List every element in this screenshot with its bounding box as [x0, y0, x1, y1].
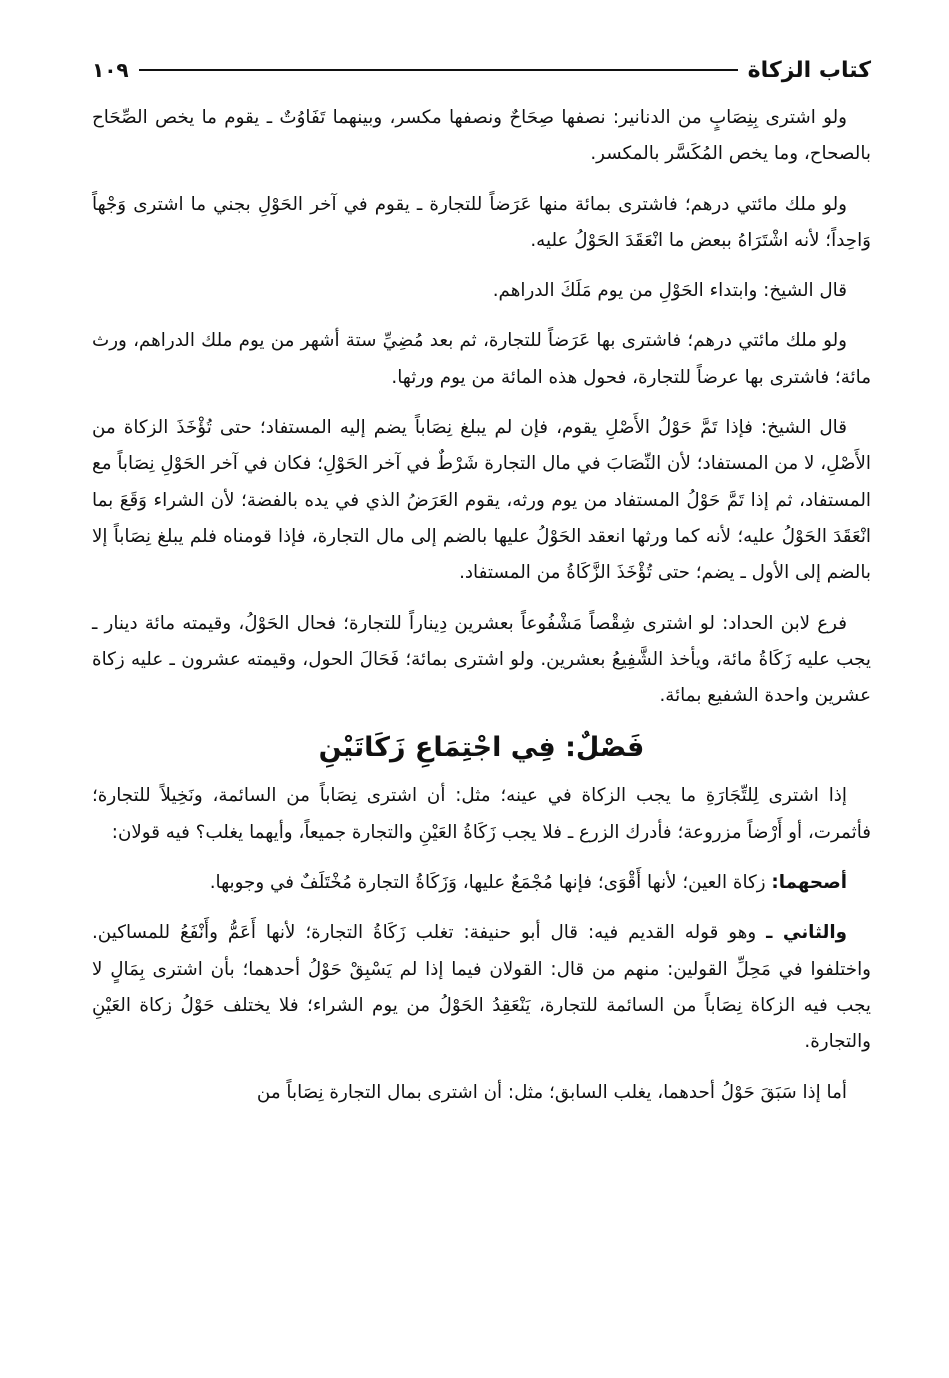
section-paragraph	[92, 778, 871, 851]
paragraph: ولو ملك مائتي درهم؛ فاشترى بمائة منها عَرَضاً للتجارة ـ يقوم في آخر الحَوْلِ بجني ما اشترى وَجْهاً وَاحِداً؛ لأنه اشْتَرَاهُ ببعض ما انْعَقَدَ الحَوْلُ عليه.	[92, 193, 871, 251]
paragraph-text: إذا اشترى لِلتِّجَارَةِ ما يجب الزكاة في عينه؛ مثل: أن اشترى نِصَاباً من السائمة، ونَخِيلاً للتجارة؛ فأثمرت، أو أَرْضاً مزروعة؛ فأدرك الزرع ـ فلا يجب زَكَاةُ العَيْنِ والتجارة جميعاً، وأيهما يغلب؟ فيه قولان:	[92, 785, 871, 843]
paragraph-lead: أصحهما:	[771, 872, 847, 894]
paragraph: قال الشيخ: فإذا تَمَّ حَوْلُ الأَصْلِ يقوم، فإن لم يبلغ نِصَاباً يضم إليه المستفاد؛ حتى تُؤْخَذَ الزكاة من الأَصْلِ، لا من المستفاد؛ لأن النِّصَابَ في مال التجارة شَرْطٌ في آخر الحَوْلِ؛ فكان في آخر الحَوْلِ نِصَاباً مع المستفاد، ثم إذا تَمَّ حَوْلُ المستفاد من يوم ورثه، يقوم العَرَضُ الذي في يده بالفضة؛ لأن الشراء وَقَعَ بما انْعَقَدَ الحَوْلُ عليه؛ لأنه كما ورثها انعقد الحَوْلُ عليها بالضم إلى مال التجارة، فإذا قومناه فلم يبلغ نِصَاباً إلا بالضم إلى الأول ـ يضم؛ حتى تُؤْخَذَ الزَّكَاةُ من المستفاد.	[92, 417, 871, 584]
paragraph: فرع لابن الحداد: لو اشترى شِقْصاً مَشْفُوعاً بعشرين دِيناراً للتجارة؛ فحال الحَوْلُ، وقيمته مائة دينار ـ يجب عليه زَكَاةُ مائة، ويأخذ الشَّفِيعُ بعشرين. ولو اشترى بمائة؛ فَحَالَ الحول، وقيمته عشرون ـ عليه زكاة عشرين واحدة الشفيع بمائة.	[92, 612, 871, 707]
paragraph: ولو اشترى بِنِصَابٍ من الدنانير: نصفها صِحَاحٌ ونصفها مكسر، وبينهما تَفَاوُتٌ ـ يقوم ما يخص الصِّحَاح بالصحاح، وما يخص المُكَسَّر بالمكسر.	[92, 107, 871, 165]
paragraph: ولو ملك مائتي درهم؛ فاشترى بها عَرَضاً للتجارة، ثم بعد مُضِيِّ ستة أشهر من يوم ملك الدراهم، ورث مائة؛ فاشترى بها عرضاً للتجارة، فحول هذه المائة من يوم ورثها.	[92, 330, 871, 388]
paragraph-text: زكاة العين؛ لأنها أَقْوَى؛ فإنها مُجْمَعٌ عليها، وَزَكَاةُ التجارة مُخْتَلَفٌ في وجوبها.	[209, 872, 772, 894]
running-header	[92, 52, 871, 88]
section-paragraph	[92, 1075, 871, 1111]
header-rule	[139, 69, 738, 71]
paragraph-text: وهو قوله القديم فيه: قال أبو حنيفة: تغلب زَكَاةُ التجارة؛ لأنها أَعَمُّ وأَنْفَعُ للمساكين. واختلفوا في مَحِلِّ القولين: منهم من قال: القولان فيما إذا لم يَسْبِقْ حَوْلُ أحدهما؛ بأن اشترى بِمَالٍ لا يجب فيه الزكاة نِصَاباً من السائمة للتجارة، يَنْعَقِدُ الحَوْلُ من يوم الشراء؛ فلا يختلف حَوْلُ زكاة العَيْنِ والتجارة.	[92, 922, 871, 1053]
book-title: كتاب الزكاة	[747, 57, 871, 83]
paragraph-lead: والثاني ـ	[766, 922, 847, 944]
paragraph: قال الشيخ: وابتداء الحَوْلِ من يوم مَلَكَ الدراهم.	[492, 280, 847, 302]
section-paragraph	[92, 915, 871, 1060]
section-paragraph	[92, 865, 871, 901]
page-number: ١٠٩	[92, 58, 129, 82]
section-heading: فَصْلٌ: فِي اجْتِمَاعِ زَكَاتَيْنِ	[318, 732, 645, 764]
paragraph-text: أما إذا سَبَقَ حَوْلُ أحدهما، يغلب السابق؛ مثل: أن اشترى بمال التجارة نِصَاباً من	[256, 1081, 847, 1103]
body-text	[92, 100, 871, 1125]
